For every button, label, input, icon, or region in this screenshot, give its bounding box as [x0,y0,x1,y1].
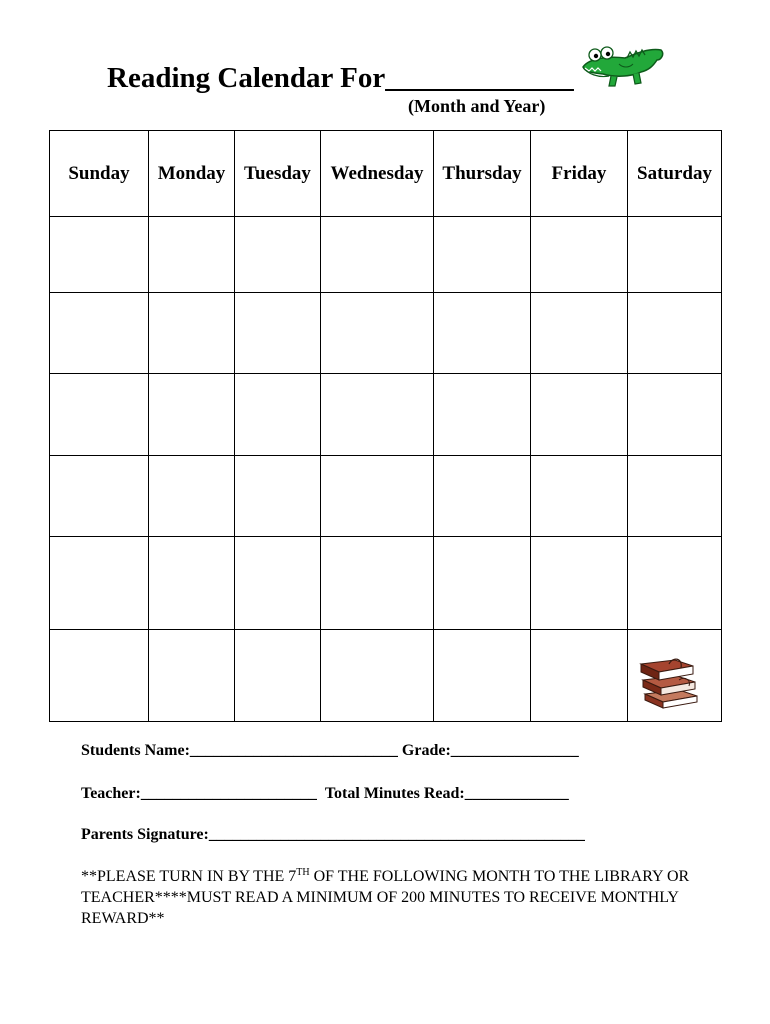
calendar-day-cell[interactable] [321,374,434,456]
calendar-day-cell[interactable] [235,630,321,722]
calendar-day-cell[interactable] [531,630,628,722]
calendar-day-cell[interactable] [628,456,722,537]
day-header-saturday: Saturday [628,131,722,217]
calendar-day-cell[interactable] [321,293,434,374]
calendar-day-cell[interactable] [50,217,149,293]
calendar-week-row [50,293,722,374]
calendar-day-cell[interactable] [50,537,149,630]
page-title [107,58,574,98]
title-blank: _____________ [385,62,574,94]
calendar-day-cell[interactable] [50,293,149,374]
calendar-day-cell[interactable] [628,217,722,293]
calendar-day-cell[interactable] [149,217,235,293]
day-header-friday: Friday [531,131,628,217]
calendar-week-row [50,456,722,537]
alligator-icon [575,40,667,92]
notice-text-end: OF THE FOLLOWING MONTH TO THE LIBRARY OR TEACHER****MUST READ A MINIMUM OF 200 MINUTES TO RECEIVE MONTHLY REWARD** [81,868,690,927]
notice-superscript: TH [296,867,310,878]
calendar-week-row [50,537,722,630]
calendar-day-cell[interactable] [434,217,531,293]
calendar-day-cell[interactable] [235,217,321,293]
grade-field[interactable]: ________________ [450,742,579,759]
day-header-wednesday: Wednesday [321,131,434,217]
students-name-label: Students Name: [81,742,190,759]
calendar-day-cell[interactable] [531,537,628,630]
calendar-day-cell[interactable] [628,537,722,630]
calendar-day-cell[interactable] [434,537,531,630]
calendar-day-cell[interactable] [50,456,149,537]
calendar-day-cell[interactable] [321,456,434,537]
total-minutes-field[interactable]: _____________ [464,785,569,802]
notice-text-start: **PLEASE TURN IN BY THE 7 [81,868,297,885]
calendar-day-cell[interactable] [50,630,149,722]
parents-signature-line [81,826,585,844]
calendar-day-cell[interactable] [235,293,321,374]
calendar-day-cell[interactable] [434,374,531,456]
calendar-day-cell[interactable] [531,217,628,293]
teacher-minutes-line [81,785,569,803]
title-text: Reading Calendar For [107,62,386,94]
parents-signature-label: Parents Signature: [81,826,209,843]
calendar-week-row [50,630,722,722]
calendar-day-cell[interactable] [235,537,321,630]
day-header-thursday: Thursday [434,131,531,217]
calendar-day-cell[interactable] [149,537,235,630]
calendar-day-cell[interactable] [149,293,235,374]
instructions-notice [81,866,701,929]
calendar-day-cell[interactable] [434,293,531,374]
calendar-day-cell[interactable] [321,630,434,722]
calendar-day-cell[interactable] [235,374,321,456]
calendar-day-cell[interactable] [321,537,434,630]
calendar-day-cell[interactable] [50,374,149,456]
calendar-day-cell[interactable] [149,374,235,456]
weekday-header-row [50,131,722,217]
teacher-field[interactable]: ______________________ [140,785,317,802]
calendar-day-cell[interactable] [628,374,722,456]
day-header-sunday: Sunday [50,131,149,217]
teacher-label: Teacher: [81,785,141,802]
calendar-day-cell[interactable] [235,456,321,537]
day-header-tuesday: Tuesday [235,131,321,217]
month-year-caption: (Month and Year) [408,96,546,116]
day-header-monday: Monday [149,131,235,217]
calendar-day-cell[interactable] [149,630,235,722]
student-grade-line [81,742,579,760]
calendar-day-cell[interactable] [531,374,628,456]
calendar-day-cell[interactable] [531,293,628,374]
parents-signature-field[interactable]: _______________________________________________ [208,826,585,843]
calendar-day-cell[interactable] [149,456,235,537]
calendar-week-row [50,217,722,293]
calendar-day-cell[interactable] [434,630,531,722]
reading-calendar-grid [49,130,722,722]
calendar-day-cell[interactable] [628,293,722,374]
calendar-day-cell[interactable] [321,217,434,293]
total-minutes-label: Total Minutes Read: [324,785,465,802]
books-stack-icon [639,650,703,712]
calendar-day-cell[interactable] [628,630,722,722]
calendar-day-cell[interactable] [531,456,628,537]
calendar-week-row [50,374,722,456]
calendar-day-cell[interactable] [434,456,531,537]
students-name-field[interactable]: __________________________ [189,742,398,759]
grade-label: Grade: [401,742,451,759]
